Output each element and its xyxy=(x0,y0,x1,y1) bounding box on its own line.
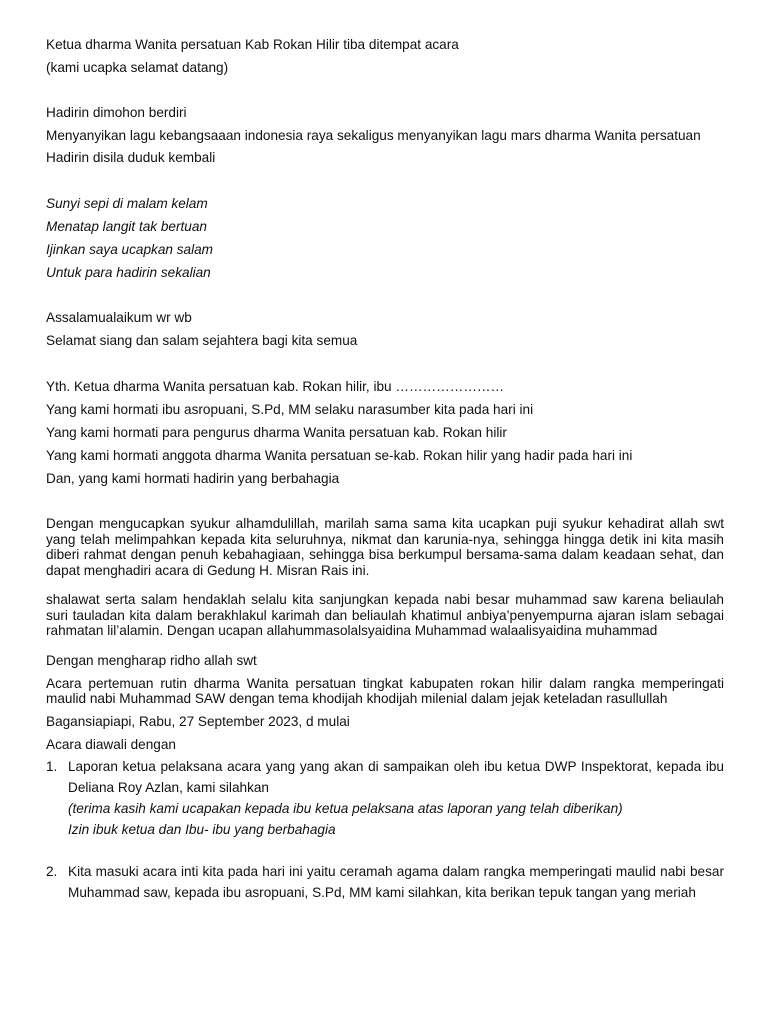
honorific-line: Dan, yang kami hormati hadirin yang berbahagia xyxy=(46,470,340,486)
opening-poem xyxy=(46,196,724,281)
agenda-intro: Acara diawali dengan xyxy=(46,737,176,752)
list-item xyxy=(46,861,724,903)
poem-line: Ijinkan saya ucapkan salam xyxy=(46,241,213,257)
poem-line: Untuk para hadirin sekalian xyxy=(46,264,211,280)
agenda-list xyxy=(46,756,724,903)
list-item-text: Kita masuki acara inti kita pada hari ini yaitu ceramah agama dalam rangka memperingati maulid nabi besar Muhammad saw, kepada ibu asropuani, S.Pd, MM kami silahkan, kita berikan tepuk tangan yang meriah xyxy=(68,863,724,900)
place-date-line: Bagansiapiapi, Rabu, 27 September 2023, d mulai xyxy=(46,714,350,729)
stand-instruction: Hadirin dimohon berdiri xyxy=(46,105,187,120)
list-item-note: Izin ibuk ketua dan Ibu- ibu yang berbahagia xyxy=(68,821,336,837)
welcome-line: (kami ucapka selamat datang) xyxy=(46,59,229,75)
event-paragraph: Acara pertemuan rutin dharma Wanita persatuan tingkat kabupaten rokan hilir dalam rangka memperingati maulid nabi Muhammad SAW dengan tema khodijah khodijah milenial dalam jejak keteladan rasullullah xyxy=(46,675,724,706)
list-item xyxy=(46,756,724,840)
honorific-line: Yang kami hormati para pengurus dharma Wanita persatuan kab. Rokan hilir xyxy=(46,424,507,440)
honorific-line: Yang kami hormati anggota dharma Wanita persatuan se-kab. Rokan hilir yang hadir pada hari ini xyxy=(46,447,633,463)
list-item-note: (terima kasih kami ucapakan kepada ibu ketua pelaksana atas laporan yang telah diberikan) xyxy=(68,800,623,816)
honorifics-block xyxy=(46,379,724,487)
list-number: 2. xyxy=(46,863,58,879)
ridho-line: Dengan mengharap ridho allah swt xyxy=(46,652,257,668)
salam-line: Assalamualaikum wr wb xyxy=(46,310,192,325)
honorific-line: Yang kami hormati ibu asropuani, S.Pd, MM selaku narasumber kita pada hari ini xyxy=(46,401,534,417)
list-item-text: Laporan ketua pelaksana acara yang yang akan di sampaikan oleh ibu ketua DWP Inspektorat, kepada ibu Deliana Roy Azlan, kami silahkan xyxy=(68,758,724,795)
arrival-line: Ketua dharma Wanita persatuan Kab Rokan Hilir tiba ditempat acara xyxy=(46,37,459,52)
shalawat-paragraph: shalawat serta salam hendaklah selalu kita sanjungkan kepada nabi besar muhammad saw karena beliaulah suri tauladan kita dalam berakhlakul karimah dan beliaulah khatimul anbiya’penyempurna ajaran islam sebagai rahmatan lil’alamin. Dengan ucapan allahummasolalsyaidina Muhammad walaalisyaidina muhammad xyxy=(46,592,724,638)
greeting-line: Selamat siang dan salam sejahtera bagi kita semua xyxy=(46,333,358,348)
list-number: 1. xyxy=(46,758,58,774)
poem-line: Sunyi sepi di malam kelam xyxy=(46,195,208,211)
poem-line: Menatap langit tak bertuan xyxy=(46,218,207,234)
anthem-instruction: Menyanyikan lagu kebangsaaan indonesia raya sekaligus menyanyikan lagu mars dharma Wanita persatuan xyxy=(46,127,701,143)
document-page xyxy=(46,33,724,903)
gratitude-paragraph: Dengan mengucapkan syukur alhamdulillah, marilah sama sama kita ucapkan puji syukur kehadirat allah swt yang telah melimpahkan kepada kita seluruhnya, nikmat dan karunia-nya, sehingga hingga detik ini kita masih diberi rahmat dengan penuh kebahagiaan, sehingga bisa berkumpul bersama-sama dalam keadaan sehat, dan dapat menghadiri acara di Gedung H. Misran Rais ini. xyxy=(46,516,724,578)
sit-instruction: Hadirin disila duduk kembali xyxy=(46,150,216,165)
honorific-line: Yth. Ketua dharma Wanita persatuan kab. Rokan hilir, ibu …………………… xyxy=(46,378,505,394)
